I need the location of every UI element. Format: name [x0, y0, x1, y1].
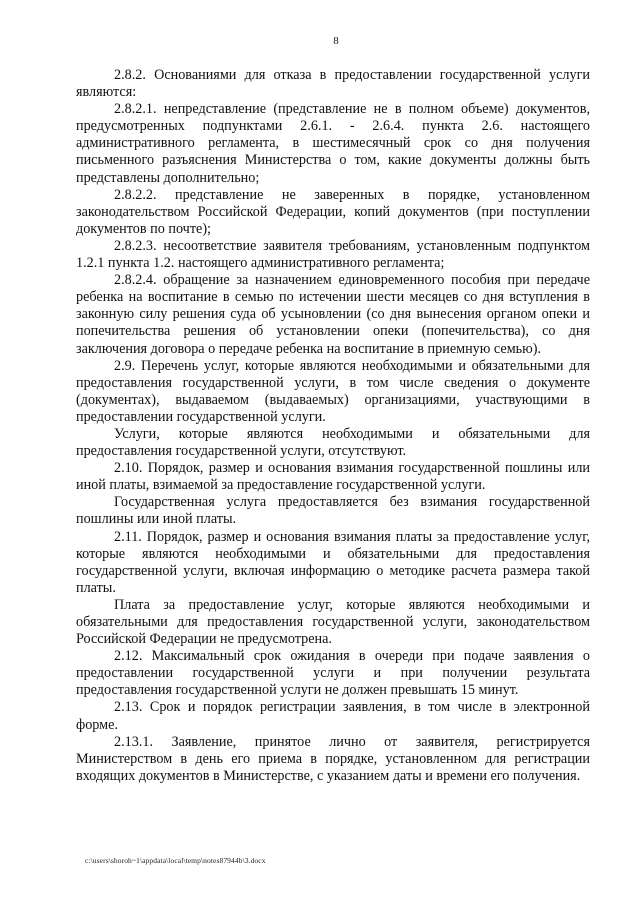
document-body	[76, 67, 590, 785]
paragraph: 2.8.2.2. представление не заверенных в порядке, установленном законодательством Российской Федерации, копий документов (при поступлении документов по почте);	[76, 186, 590, 237]
paragraph: 2.8.2.3. несоответствие заявителя требованиям, установленным подпунктом 1.2.1 пункта 1.2. настоящего административного регламента;	[76, 237, 590, 272]
paragraph: 2.13.1. Заявление, принятое лично от заявителя, регистрируется Министерством в день его приема в порядке, установленном для регистрации входящих документов в Министерстве, с указанием даты и времени его получения.	[76, 733, 590, 784]
paragraph: 2.9. Перечень услуг, которые являются необходимыми и обязательными для предоставления государственной услуги, в том числе сведения о документе (документах), выдаваемом (выдаваемых) организациями, участвующими в предоставлении государственной услуги.	[76, 357, 590, 425]
paragraph: Услуги, которые являются необходимыми и обязательными для предоставления государственной услуги, отсутствуют.	[76, 425, 590, 460]
paragraph: Плата за предоставление услуг, которые являются необходимыми и обязательными для предоставления государственной услуги, законодательством Российской Федерации не предусмотрена.	[76, 596, 590, 648]
paragraph: 2.10. Порядок, размер и основания взимания государственной пошлины или иной платы, взимаемой за предоставление государственной услуги.	[76, 460, 590, 494]
paragraph: Государственная услуга предоставляется без взимания государственной пошлины или иной платы.	[76, 494, 590, 528]
paragraph: 2.12. Максимальный срок ожидания в очереди при подаче заявления о предоставлении государственной услуги и при получении результата предоставления государственной услуги не должен превышать 15 минут.	[76, 648, 590, 699]
footer-file-path: c:\users\shoroh~1\appdata\local\temp\notes87944b\3.docx	[85, 856, 266, 865]
page-number: 8	[333, 35, 339, 47]
paragraph: 2.8.2.4. обращение за назначением единовременного пособия при передаче ребенка на воспитание в семью по истечении шести месяцев со дня вступления в законную силу решения суда об усыновлении (со дня вынесения органом опеки и попечительства решения об установлении опеки (попечительства), со дня заключения договора о передаче ребенка на воспитание в приемную семью).	[76, 272, 590, 357]
paragraph: 2.8.2. Основаниями для отказа в предоставлении государственной услуги являются:	[76, 67, 590, 101]
paragraph: 2.11. Порядок, размер и основания взимания платы за предоставление услуг, которые являются необходимыми и обязательными для предоставления государственной услуги, включая информацию о методике расчета размера такой платы.	[76, 528, 590, 596]
paragraph: 2.13. Срок и порядок регистрации заявления, в том числе в электронной форме.	[76, 699, 590, 733]
paragraph: 2.8.2.1. непредставление (представление не в полном объеме) документов, предусмотренных подпунктами 2.6.1. - 2.6.4. пункта 2.6. настоящего административного регламента, в шестимесячный срок со дня получения письменного разъяснения Министерства о том, какие документы должны быть представлены дополнительно;	[76, 101, 590, 186]
